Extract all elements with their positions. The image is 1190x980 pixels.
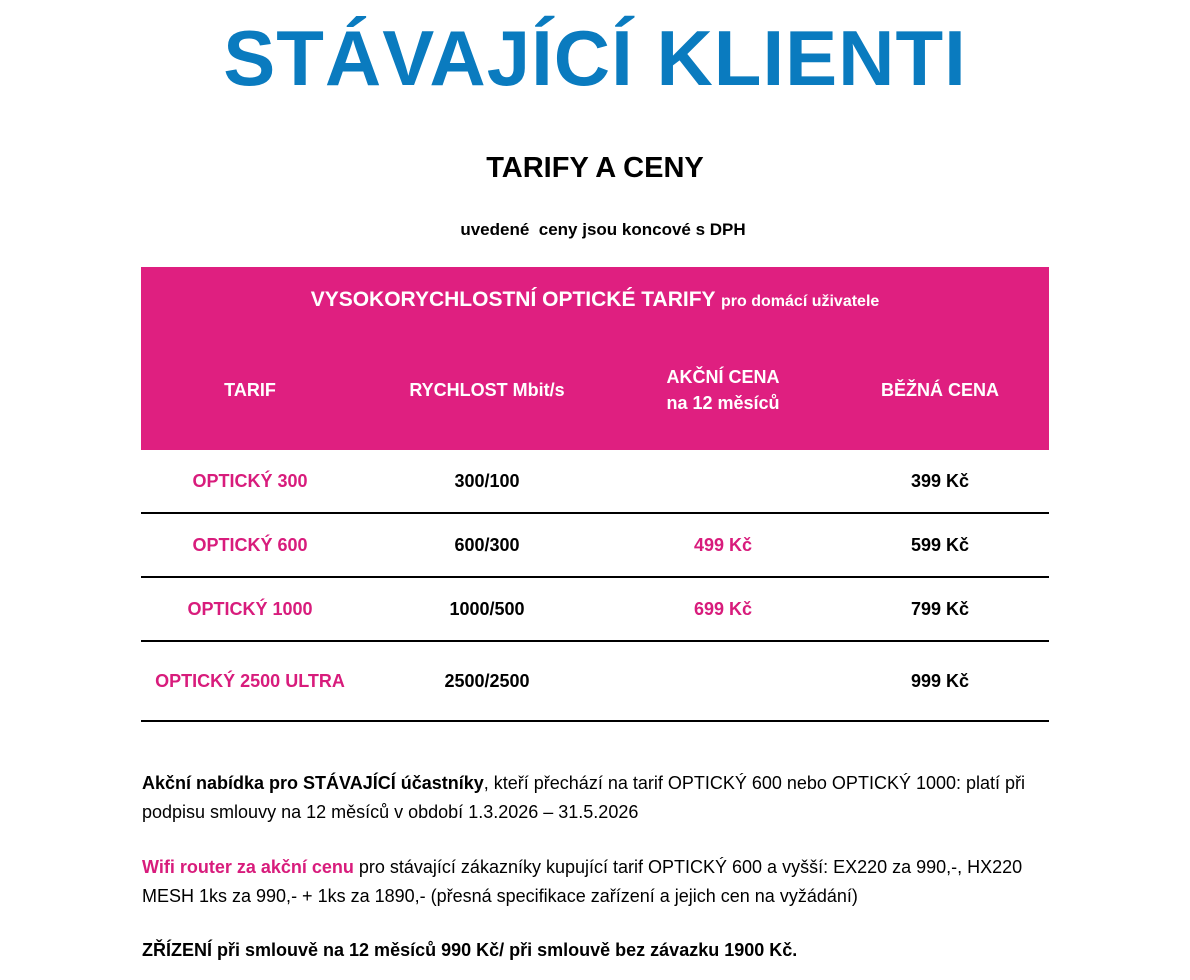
column-header-regular-price: BĚŽNÁ CENA — [880, 380, 999, 400]
tariff-table — [141, 267, 1049, 722]
table-caption — [141, 285, 1049, 317]
table-caption-main: VYSOKORYCHLOSTNÍ OPTICKÉ TARIFY — [310, 288, 716, 311]
table-header — [141, 267, 1049, 450]
column-header-tarif: TARIF — [224, 380, 276, 400]
tarif-promo-price — [615, 450, 831, 512]
tarif-promo-price — [615, 642, 831, 720]
page-title: STÁVAJÍCÍ KLIENTI — [223, 14, 967, 102]
price-note: uvedené ceny jsou koncové s DPH — [460, 220, 746, 239]
tarif-name: OPTICKÝ 600 — [192, 534, 308, 555]
tarif-name: OPTICKÝ 1000 — [187, 598, 313, 619]
table-row — [141, 450, 1049, 514]
table-row — [141, 514, 1049, 578]
router-paragraph — [142, 853, 1052, 911]
column-header-promo-price — [615, 363, 831, 417]
column-header-promo-line1: AKČNÍ CENA — [666, 367, 780, 387]
tarif-promo-price: 699 Kč — [693, 598, 753, 619]
tarif-speed: 300/100 — [454, 470, 520, 491]
tarif-regular-price: 599 Kč — [910, 534, 970, 555]
tarif-speed: 1000/500 — [449, 598, 525, 619]
tarif-regular-price: 799 Kč — [910, 598, 970, 619]
tarif-speed: 600/300 — [454, 534, 520, 555]
table-row — [141, 642, 1049, 722]
tarif-regular-price: 399 Kč — [910, 470, 970, 491]
table-caption-small: pro domácí uživatele — [721, 293, 880, 310]
setup-paragraph: ZŘÍZENÍ při smlouvě na 12 měsíců 990 Kč/ při smlouvě bez závazku 1900 Kč. — [142, 940, 798, 960]
router-text: pro stávající zákazníky kupující tarif OPTICKÝ 600 a vyšší: EX220 za 990,-, HX220 MESH 1ks za 990,- + 1ks za 1890,- (přesná specifikace zařízení a jejich cen na vyžádání) — [142, 857, 1023, 906]
tarif-name: OPTICKÝ 300 — [192, 470, 308, 491]
column-header-speed: RYCHLOST Mbit/s — [409, 380, 565, 400]
tarif-speed: 2500/2500 — [444, 670, 530, 691]
offer-paragraph — [142, 769, 1052, 827]
router-highlight: Wifi router za akční cenu — [142, 857, 354, 877]
tarif-name: OPTICKÝ 2500 ULTRA — [155, 670, 345, 691]
tarif-promo-price: 499 Kč — [693, 534, 753, 555]
table-row — [141, 578, 1049, 642]
column-header-promo-line2: na 12 měsíců — [666, 393, 780, 413]
tarif-regular-price: 999 Kč — [910, 670, 970, 691]
offer-bold: Akční nabídka pro STÁVAJÍCÍ účastníky — [142, 773, 484, 793]
offer-text: , kteří přechází na tarif OPTICKÝ 600 nebo OPTICKÝ 1000: platí při podpisu smlouvy na 12 měsíců v období 1.3.2026 – 31.5.2026 — [142, 773, 1026, 822]
section-subtitle: TARIFY A CENY — [486, 152, 704, 184]
